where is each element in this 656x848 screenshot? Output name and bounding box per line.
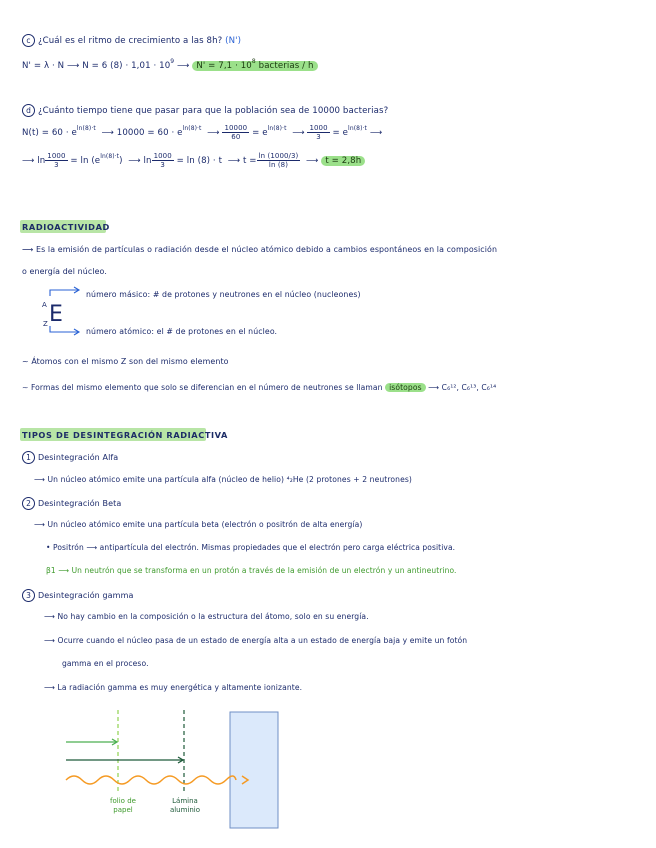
formula-d-r1-c-exp: ln(8)·t bbox=[267, 125, 287, 132]
gamma-number-marker: 3 bbox=[22, 589, 35, 602]
fraction bbox=[307, 124, 329, 141]
formula-d-r2-b: = ln (e bbox=[70, 156, 101, 166]
question-d bbox=[22, 104, 388, 117]
formula-c bbox=[22, 58, 318, 71]
result-c-unit: bacterias / h bbox=[258, 61, 314, 71]
mass-number-symbol: A bbox=[42, 301, 47, 309]
beta-minus-note: β1 ⟶ Un neutrón que se transforma en un protón a través de la emisión de un electrón y un antineutrino. bbox=[46, 566, 457, 575]
beta-heading bbox=[22, 497, 121, 510]
gamma-line-2b: gamma en el proceso. bbox=[62, 659, 149, 668]
gamma-heading-text: Desintegración gamma bbox=[38, 591, 134, 600]
fraction-den: ln (8) bbox=[268, 161, 289, 169]
aluminium-label-line1: Lámina bbox=[172, 797, 198, 805]
beta-heading-text: Desintegración Beta bbox=[38, 499, 122, 508]
gamma-ray bbox=[66, 776, 236, 784]
fraction bbox=[222, 124, 249, 141]
atomic-number-symbol: Z bbox=[43, 320, 48, 328]
result-c-exp: 8 bbox=[251, 58, 256, 65]
formula-d-r2-c-eq: = ln (8) · t bbox=[176, 156, 223, 166]
paper-label bbox=[98, 797, 148, 815]
formula-d-r2-c: ⟶ ln bbox=[128, 156, 152, 166]
element-symbol: E bbox=[49, 302, 63, 327]
penetration-diagram bbox=[60, 706, 290, 836]
atomic-number-desc: número atómico: el # de protones en el núcleo. bbox=[86, 327, 278, 336]
section-types-title: TIPOS DE DESINTEGRACIÓN RADIACTIVA bbox=[22, 430, 228, 440]
isotopes-word: isótopos bbox=[385, 383, 426, 392]
paper-label-line2: papel bbox=[113, 806, 133, 814]
formula-c-exp: 9 bbox=[170, 58, 175, 65]
formula-d-r2-d: ⟶ t = bbox=[227, 156, 257, 166]
alpha-number-marker: 1 bbox=[22, 451, 35, 464]
formula-d-row2: ⟶ ln $\frac{1000}{3}$ = $\ln (e^{ln(8)\cdot t})$ ⟶ ln $\frac{1000}{3}$ = ln (8) · t ⟶ t = $\frac{\ln (1000/3)}{\ln (8)}$ ⟶ t = 2,8h bbox=[22, 152, 365, 169]
fraction-den: 3 bbox=[316, 133, 321, 141]
result-d: t = 2,8h bbox=[321, 156, 365, 166]
isotopes-note-text: ∼ Formas del mismo elemento que solo se diferencian en el número de neutrones se llaman bbox=[22, 383, 383, 392]
gamma-line-3: ⟶ La radiación gamma es muy energética y altamente ionizante. bbox=[44, 683, 303, 692]
fraction bbox=[257, 152, 301, 169]
section-radio-title: RADIOACTIVIDAD bbox=[22, 222, 110, 232]
fraction-num: 1000 bbox=[153, 152, 172, 160]
fraction bbox=[45, 152, 67, 169]
radio-def-line2: o energía del núcleo. bbox=[22, 267, 107, 276]
aluminium-label bbox=[160, 797, 210, 815]
question-d-text: ¿Cuánto tiempo tiene que pasar para que la población sea de 10000 bacterias? bbox=[38, 106, 389, 116]
formula-c-text: N' = λ · N ⟶ N = 6 (8) · 1,01 · 10 bbox=[22, 61, 171, 71]
result-c-value: N' = 7,1 · 10 bbox=[196, 61, 252, 71]
formula-d-r2-b-close: ) bbox=[119, 156, 123, 166]
fraction-num: ln (1000/3) bbox=[258, 152, 299, 160]
isotopes-note bbox=[22, 383, 496, 392]
arrow-icon: ⟶ bbox=[177, 61, 193, 71]
formula-d-r1-d: = e bbox=[332, 128, 349, 138]
paper-label-line1: folio de bbox=[110, 797, 136, 805]
formula-d-r1-d-exp: ln(8)·t bbox=[348, 125, 367, 132]
formula-d-r2-b-exp: ln(8)·t bbox=[100, 153, 120, 160]
formula-d-row1: $N(t) = 60 \cdot e^{ln(8)\cdot t}$ ⟶ $10000 = 60 \cdot e^{ln(8)\cdot t}$ ⟶ $\frac{10000}{60}$ = $e^{ln(8)\cdot t}$ ⟶ $\frac{1000}{3}$ = $e^{ln(8)\cdot t}$ ⟶ bbox=[22, 124, 383, 141]
question-c-text: ¿Cuál es el ritmo de crecimiento a las 8h? bbox=[38, 36, 223, 46]
alpha-heading-text: Desintegración Alfa bbox=[38, 453, 119, 462]
formula-d-r1-b: ⟶ 10000 = 60 · e bbox=[101, 128, 183, 138]
gamma-line-2a: ⟶ Ocurre cuando el núcleo pasa de un estado de energía alta a un estado de energía baja y emite un fotón bbox=[44, 636, 468, 645]
fraction-den: 3 bbox=[54, 161, 59, 169]
positron-note: • Positrón ⟶ antipartícula del electrón. Mismas propiedades que el electrón pero carga eléctrica positiva. bbox=[46, 543, 456, 552]
question-c bbox=[22, 34, 241, 47]
fraction-num: 1000 bbox=[47, 152, 66, 160]
fraction-den: 60 bbox=[231, 133, 241, 141]
fraction bbox=[152, 152, 174, 169]
fraction-num: 1000 bbox=[309, 124, 328, 132]
alpha-body: ⟶ Un núcleo atómico emite una partícula alfa (núcleo de helio) ⁴₂He (2 protones + 2 neutrones) bbox=[34, 475, 412, 484]
question-c-tag: (N') bbox=[225, 36, 242, 46]
lead-block bbox=[230, 712, 278, 828]
gamma-heading bbox=[22, 589, 133, 602]
aluminium-label-line2: aluminio bbox=[169, 806, 201, 814]
isotopes-examples: ⟶ C₆¹², C₆¹³, C₆¹⁴ bbox=[428, 383, 497, 392]
result-c bbox=[192, 58, 317, 71]
same-z-note: ∼ Átomos con el mismo Z son del mismo elemento bbox=[22, 357, 229, 366]
formula-d-r2-a: ⟶ ln bbox=[22, 156, 46, 166]
beta-number-marker: 2 bbox=[22, 497, 35, 510]
fraction-den: 3 bbox=[160, 161, 165, 169]
formula-d-r1-a: N(t) = 60 · e bbox=[22, 128, 77, 138]
beta-body: ⟶ Un núcleo atómico emite una partícula beta (electrón o positrón de alta energía) bbox=[34, 520, 363, 529]
question-d-marker: d bbox=[22, 104, 35, 117]
formula-d-r1-c: = e bbox=[252, 128, 268, 138]
mass-number-desc: número másico: # de protones y neutrones en el núcleo (nucleones) bbox=[86, 290, 361, 299]
formula-d-r1-a-exp: ln(8)·t bbox=[76, 125, 96, 132]
formula-d-r1-b-exp: ln(8)·t bbox=[182, 125, 202, 132]
gamma-line-1: ⟶ No hay cambio en la composición o la estructura del átomo, solo en su energía. bbox=[44, 612, 369, 621]
question-c-marker: c bbox=[22, 34, 35, 47]
fraction-num: 10000 bbox=[224, 124, 248, 132]
alpha-heading bbox=[22, 451, 118, 464]
radio-def-line1: ⟶ Es la emisión de partículas o radiación desde el núcleo atómico debido a cambios espontáneos en la composición bbox=[22, 245, 498, 254]
